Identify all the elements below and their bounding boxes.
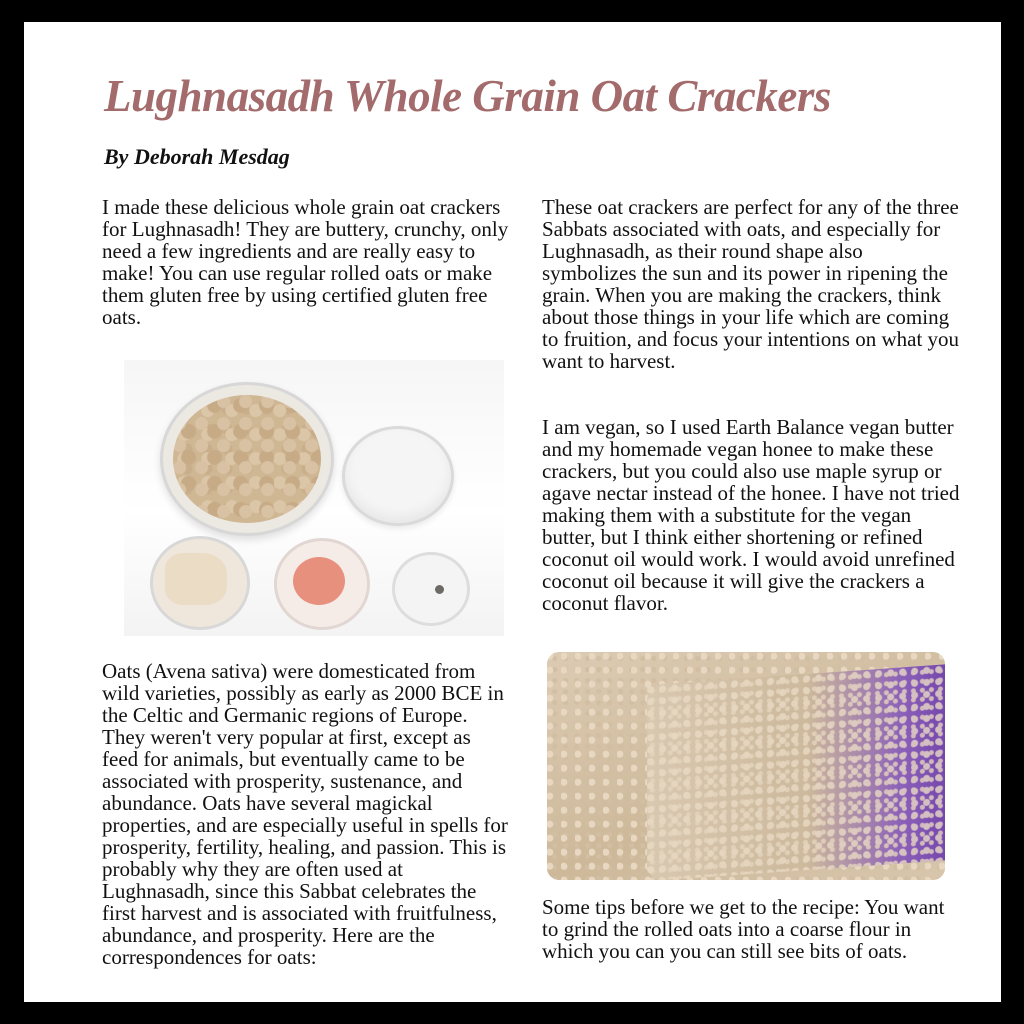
paragraph-tips: Some tips before we get to the recipe: You want to grind the rolled oats into a coarse flour in which you can you can still see bits of oats.	[542, 895, 945, 963]
honee-bowl	[274, 538, 370, 630]
butter-bowl	[150, 536, 250, 630]
article-byline: By Deborah Mesdag	[104, 144, 290, 169]
salt-bowl	[392, 552, 470, 626]
paragraph-sabbats: These oat crackers are perfect for any of the three Sabbats associated with oats, and especially for Lughnasadh, as their round shape also symbolizes the sun and its power in ripening the grain. When you are making the crackers, think about those things in your life which are coming to fruition, and focus your intentions on what you want to harvest.	[542, 195, 960, 373]
ingredients-photo	[124, 360, 504, 636]
paragraph-oats-history: Oats (Avena sativa) were domesticated from wild varieties, possibly as early as 2000 BCE in the Celtic and Germanic regions of Europe. They weren't very popular at first, except as feed for animals, but eventually came to be associated with prosperity, sustenance, and abundance. Oats have several magickal properties, and are especially useful in spells for prosperity, fertility, healing, and passion. This is probably why they are often used at Lughnasadh, since this Sabbat celebrates the first harvest and is associated with fruitfulness, abundance, and prosperity. Here are the correspondences for oats:	[102, 659, 508, 969]
article-title: Lughnasadh Whole Grain Oat Crackers	[104, 71, 831, 121]
article-page	[24, 22, 1001, 1002]
paragraph-vegan: I am vegan, so I used Earth Balance vegan butter and my homemade vegan honee to make these crackers, but you could also use maple syrup or agave nectar instead of the honee. I have not tried making them with a substitute for the vegan butter, but I think either shortening or refined coconut oil would work. I would avoid unrefined coconut oil because it will give the crackers a coconut flavor.	[542, 415, 960, 615]
oats-bowl	[160, 382, 334, 536]
empty-bowl	[342, 426, 454, 526]
spatula	[647, 663, 945, 880]
paragraph-intro: I made these delicious whole grain oat crackers for Lughnasadh! They are buttery, crunchy, only need a few ingredients and are really easy to make! You can use regular rolled oats or make them gluten free by using certified gluten free oats.	[102, 195, 509, 329]
ground-oats-photo	[547, 652, 945, 880]
